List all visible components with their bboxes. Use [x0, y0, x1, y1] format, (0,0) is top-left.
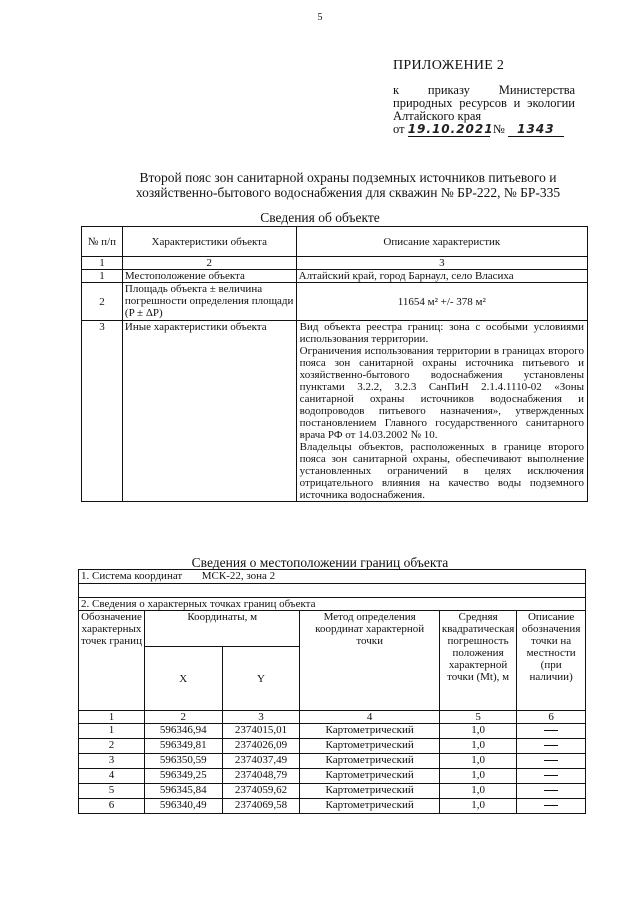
header-num: № п/п — [82, 227, 123, 257]
row-num: 2 — [82, 283, 123, 321]
appendix-title: ПРИЛОЖЕНИЕ 2 — [393, 58, 505, 73]
colnum: 3 — [222, 711, 300, 724]
point-mt: 1,0 — [439, 769, 516, 784]
table-header-row — [82, 227, 588, 257]
header-x: X — [144, 647, 222, 711]
table-row — [79, 799, 586, 814]
colnum: 2 — [122, 257, 296, 270]
colnum: 4 — [300, 711, 439, 724]
colnum: 1 — [79, 711, 145, 724]
table-row — [82, 270, 588, 283]
point-desc — [517, 724, 586, 739]
desc-paragraph: Вид объекта реестра границ: зона с особыми условиями использования территории. — [299, 321, 584, 345]
header-desc: Описание характеристик — [296, 227, 587, 257]
point-id: 2 — [79, 739, 145, 754]
order-date-number — [393, 122, 575, 136]
row-desc: 11654 м² +/- 378 м² — [296, 283, 587, 321]
object-info-title: Сведения об объекте — [260, 210, 380, 225]
row-desc: Алтайский край, город Барнаул, село Власиха — [296, 270, 587, 283]
object-info-table — [81, 226, 588, 502]
page-number: 5 — [317, 12, 323, 23]
point-x: 596345,84 — [144, 784, 222, 799]
table-colnum-row — [79, 711, 586, 724]
point-mt: 1,0 — [439, 724, 516, 739]
table-row — [79, 784, 586, 799]
dash-mark — [544, 805, 558, 806]
point-desc — [517, 799, 586, 814]
point-id: 3 — [79, 754, 145, 769]
coord-system — [79, 570, 586, 584]
header-desc: Описание обозначения точки на местности (при наличии) — [517, 611, 586, 711]
row-char: Местоположение объекта — [122, 270, 296, 283]
point-x: 596349,25 — [144, 769, 222, 784]
header-error: Средняя квадратическая погрешность положения характерной точки (Mt), м — [439, 611, 516, 711]
colnum: 2 — [144, 711, 222, 724]
dash-mark — [544, 760, 558, 761]
point-method: Картометрический — [300, 784, 439, 799]
point-method: Картометрический — [300, 724, 439, 739]
point-y: 2374059,62 — [222, 784, 300, 799]
point-x: 596340,49 — [144, 799, 222, 814]
colnum: 6 — [517, 711, 586, 724]
table-row — [82, 321, 588, 502]
location-table — [78, 569, 586, 814]
coord-system-value: МСК-22, зона 2 — [201, 570, 276, 582]
dash-mark — [544, 775, 558, 776]
handwritten-date: 19.10.2021 — [407, 122, 494, 136]
desc-paragraph: Владельцы объектов, расположенных в границе второго пояса зон санитарной охраны, обеспечивают выполнение установленных ограничений в целях исключения отрицательного влияния на качество воды подземного источника водоснабжения. — [299, 441, 584, 501]
location-info-title: Сведения о местоположении границ объекта — [191, 555, 449, 570]
point-mt: 1,0 — [439, 784, 516, 799]
point-desc — [517, 754, 586, 769]
point-desc — [517, 769, 586, 784]
row-char: Иные характеристики объекта — [122, 321, 296, 502]
document-title: Второй пояс зон санитарной охраны подземных источников питьевого и хозяйственно-бытового водоснабжения для скважин № БР-222, № БР-335 — [135, 170, 561, 200]
colnum: 5 — [439, 711, 516, 724]
coord-system-row — [79, 570, 586, 584]
point-y: 2374015,01 — [222, 724, 300, 739]
coord-system-label: 1. Система координат — [81, 570, 183, 582]
point-y: 2374048,79 — [222, 769, 300, 784]
table-colnum-row — [82, 257, 588, 270]
point-id: 4 — [79, 769, 145, 784]
points-title-row — [79, 598, 586, 611]
point-y: 2374037,49 — [222, 754, 300, 769]
table-header-row — [79, 611, 586, 647]
header-designation: Обозначение характерных точек границ — [79, 611, 145, 711]
header-method: Метод определения координат характерной точки — [300, 611, 439, 711]
point-id: 6 — [79, 799, 145, 814]
dash-mark — [544, 745, 558, 746]
desc-paragraph: Ограничения использования территории в границах второго пояса зон санитарной охраны источника питьевого и хозяйственно-бытового водоснабжения установлены пунктами 3.2.2, 3.2.3 СанПиН 2.1.4.1110-02 «Зоны санитарной охраны источников водоснабжения и водопроводов питьевого назначения», утвержденных постановлением Главного государственного санитарного врача РФ от 14.03.2002 № 10. — [299, 345, 584, 441]
point-method: Картометрический — [300, 769, 439, 784]
header-coords: Координаты, м — [144, 611, 299, 647]
point-mt: 1,0 — [439, 799, 516, 814]
row-char: Площадь объекта ± величина погрешности определения площади (P ± ΔP) — [122, 283, 296, 321]
table-row — [79, 724, 586, 739]
order-reference: к приказу Министерства природных ресурсов и экологии Алтайского края — [393, 83, 575, 123]
dash-mark — [544, 790, 558, 791]
point-desc — [517, 784, 586, 799]
point-id: 5 — [79, 784, 145, 799]
point-mt: 1,0 — [439, 739, 516, 754]
point-method: Картометрический — [300, 799, 439, 814]
row-desc — [296, 321, 587, 502]
point-x: 596349,81 — [144, 739, 222, 754]
header-char: Характеристики объекта — [122, 227, 296, 257]
number-label: № — [492, 122, 505, 136]
point-desc — [517, 739, 586, 754]
table-row — [79, 754, 586, 769]
table-row — [82, 283, 588, 321]
row-num: 3 — [82, 321, 123, 502]
from-label: от — [393, 122, 405, 136]
table-row — [79, 769, 586, 784]
point-id: 1 — [79, 724, 145, 739]
table-row — [79, 739, 586, 754]
point-method: Картометрический — [300, 739, 439, 754]
dash-mark — [544, 730, 558, 731]
point-mt: 1,0 — [439, 754, 516, 769]
row-num: 1 — [82, 270, 123, 283]
point-x: 596350,59 — [144, 754, 222, 769]
empty-row — [79, 584, 586, 598]
colnum: 1 — [82, 257, 123, 270]
handwritten-number: 1343 — [508, 122, 564, 137]
header-y: Y — [222, 647, 300, 711]
points-title: 2. Сведения о характерных точках границ объекта — [79, 598, 586, 611]
point-y: 2374026,09 — [222, 739, 300, 754]
point-x: 596346,94 — [144, 724, 222, 739]
point-method: Картометрический — [300, 754, 439, 769]
colnum: 3 — [296, 257, 587, 270]
point-y: 2374069,58 — [222, 799, 300, 814]
